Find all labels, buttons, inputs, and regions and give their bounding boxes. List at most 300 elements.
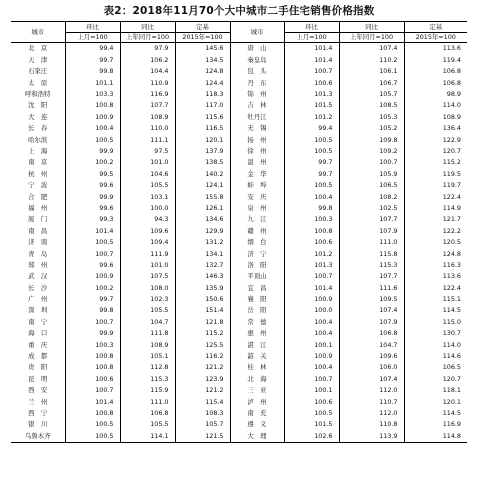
header-yoy-right: 同比 xyxy=(339,22,404,33)
cell-right-yoy: 107.7 xyxy=(339,214,404,225)
cell-left-yoy: 100.0 xyxy=(120,202,175,213)
cell-right-yoy: 109.5 xyxy=(339,294,404,305)
cell-right-mom: 100.1 xyxy=(284,339,339,350)
table-row xyxy=(11,66,467,77)
cell-left-fixed: 124.8 xyxy=(175,66,230,77)
table-row xyxy=(11,396,467,407)
cell-left-fixed: 129.9 xyxy=(175,225,230,236)
header-yoy-base-left: 上年同月=100 xyxy=(120,32,175,43)
cell-left-mom: 99.3 xyxy=(65,214,120,225)
cell-right-yoy: 106.0 xyxy=(339,362,404,373)
table-row xyxy=(11,168,467,179)
header-mom-base-left: 上月=100 xyxy=(65,32,120,43)
cell-left-yoy: 114.1 xyxy=(120,430,175,442)
cell-right-fixed: 124.8 xyxy=(404,248,467,259)
cell-right-yoy: 109.6 xyxy=(339,351,404,362)
cell-right-mom: 100.5 xyxy=(284,134,339,145)
table-row xyxy=(11,77,467,88)
cell-right-yoy: 108.5 xyxy=(339,100,404,111)
cell-right-yoy: 102.5 xyxy=(339,202,404,213)
cell-left-mom: 103.3 xyxy=(65,89,120,100)
cell-left-yoy: 111.1 xyxy=(120,134,175,145)
cell-left-fixed: 105.7 xyxy=(175,419,230,430)
table-row xyxy=(11,134,467,145)
cell-left-mom: 100.8 xyxy=(65,351,120,362)
cell-left-yoy: 107.5 xyxy=(120,271,175,282)
cell-right-city: 九 江 xyxy=(230,214,284,225)
cell-right-yoy: 111.0 xyxy=(339,237,404,248)
cell-left-fixed: 135.9 xyxy=(175,282,230,293)
cell-left-fixed: 115.6 xyxy=(175,111,230,122)
cell-left-city: 成 都 xyxy=(28,352,48,361)
cell-left-city: 南 京 xyxy=(28,158,48,167)
cell-right-mom: 100.5 xyxy=(284,408,339,419)
table-row xyxy=(11,305,467,316)
cell-right-fixed: 114.5 xyxy=(404,305,467,316)
cell-right-fixed: 115.1 xyxy=(404,294,467,305)
cell-right-fixed: 116.3 xyxy=(404,259,467,270)
table-row xyxy=(11,111,467,122)
table-row xyxy=(11,146,467,157)
cell-right-city: 襄 阳 xyxy=(230,294,284,305)
table-row xyxy=(11,419,467,430)
table-row xyxy=(11,430,467,442)
cell-left-city: 长 沙 xyxy=(28,283,48,292)
cell-right-mom: 100.4 xyxy=(284,328,339,339)
cell-right-mom: 100.4 xyxy=(284,191,339,202)
cell-left-mom: 101.4 xyxy=(65,396,120,407)
cell-left-yoy: 112.8 xyxy=(120,362,175,373)
cell-left-yoy: 116.9 xyxy=(120,89,175,100)
cell-right-yoy: 107.4 xyxy=(339,305,404,316)
cell-right-city: 牡丹江 xyxy=(230,111,284,122)
cell-left-city: 深 圳 xyxy=(28,306,48,315)
cell-right-yoy: 105.2 xyxy=(339,123,404,134)
cell-left-mom: 100.9 xyxy=(65,111,120,122)
header-fixed-base-left: 2015年=100 xyxy=(175,32,230,43)
cell-right-fixed: 120.7 xyxy=(404,146,467,157)
cell-left-fixed: 137.9 xyxy=(175,146,230,157)
cell-right-fixed: 98.9 xyxy=(404,89,467,100)
cell-left-city: 乌鲁木齐 xyxy=(11,430,65,442)
cell-left-yoy: 108.9 xyxy=(120,111,175,122)
table-row xyxy=(11,123,467,134)
cell-right-mom: 100.4 xyxy=(284,316,339,327)
header-yoy-base-right: 上年同月=100 xyxy=(339,32,404,43)
cell-left-yoy: 105.5 xyxy=(120,419,175,430)
cell-left-city: 上 海 xyxy=(28,147,48,155)
cell-left-mom: 99.5 xyxy=(65,168,120,179)
cell-right-city: 韶 关 xyxy=(230,351,284,362)
header-city-right: 城市 xyxy=(230,22,284,43)
cell-right-yoy: 106.8 xyxy=(339,328,404,339)
cell-left-mom: 100.9 xyxy=(65,271,120,282)
cell-right-yoy: 115.8 xyxy=(339,248,404,259)
table-row xyxy=(11,339,467,350)
table-row xyxy=(11,373,467,384)
cell-left-mom: 100.3 xyxy=(65,339,120,350)
cell-left-fixed: 146.3 xyxy=(175,271,230,282)
cell-right-city: 烟 台 xyxy=(230,237,284,248)
cell-right-yoy: 100.7 xyxy=(339,157,404,168)
cell-left-mom: 100.6 xyxy=(65,373,120,384)
table-row xyxy=(11,271,467,282)
cell-right-fixed: 130.7 xyxy=(404,328,467,339)
cell-left-city: 大 连 xyxy=(28,112,48,121)
cell-right-city: 金 华 xyxy=(230,168,284,179)
cell-right-city: 泸 州 xyxy=(230,396,284,407)
table-row xyxy=(11,248,467,259)
header-city-left: 城市 xyxy=(11,22,65,43)
cell-left-fixed: 125.5 xyxy=(175,339,230,350)
cell-left-city: 郑 州 xyxy=(28,260,48,269)
cell-left-city: 重 庆 xyxy=(28,340,48,349)
cell-right-mom: 100.6 xyxy=(284,237,339,248)
cell-right-city: 惠 州 xyxy=(230,328,284,339)
table-row xyxy=(11,351,467,362)
cell-left-city: 济 南 xyxy=(28,238,48,247)
table-row xyxy=(11,408,467,419)
cell-left-city: 南 宁 xyxy=(28,317,48,326)
cell-right-yoy: 107.9 xyxy=(339,225,404,236)
cell-right-mom: 101.2 xyxy=(284,111,339,122)
cell-left-mom: 100.8 xyxy=(65,362,120,373)
cell-right-city: 赣 州 xyxy=(230,225,284,236)
cell-left-city: 西 宁 xyxy=(28,408,48,417)
cell-left-mom: 100.8 xyxy=(65,408,120,419)
cell-left-city: 武 汉 xyxy=(28,272,48,281)
cell-left-city: 杭 州 xyxy=(28,169,48,178)
cell-right-mom: 101.4 xyxy=(284,282,339,293)
cell-right-fixed: 121.7 xyxy=(404,214,467,225)
cell-left-yoy: 108.9 xyxy=(120,339,175,350)
cell-left-mom: 100.7 xyxy=(65,316,120,327)
cell-left-yoy: 111.0 xyxy=(120,396,175,407)
cell-left-fixed: 118.3 xyxy=(175,89,230,100)
table-row xyxy=(11,157,467,168)
cell-left-mom: 100.4 xyxy=(65,123,120,134)
cell-right-yoy: 107.9 xyxy=(339,316,404,327)
cell-right-city: 蚌 埠 xyxy=(230,180,284,191)
table-row xyxy=(11,225,467,236)
cell-right-fixed: 116.9 xyxy=(404,419,467,430)
cell-left-mom: 100.7 xyxy=(65,248,120,259)
cell-left-yoy: 107.7 xyxy=(120,100,175,111)
cell-right-fixed: 122.4 xyxy=(404,282,467,293)
cell-right-mom: 101.3 xyxy=(284,89,339,100)
cell-left-mom: 99.7 xyxy=(65,294,120,305)
table-row xyxy=(11,237,467,248)
cell-left-yoy: 104.7 xyxy=(120,316,175,327)
table-row xyxy=(11,214,467,225)
cell-left-fixed: 121.2 xyxy=(175,385,230,396)
cell-left-city: 贵 阳 xyxy=(28,363,48,372)
table-row xyxy=(11,100,467,111)
cell-right-yoy: 113.9 xyxy=(339,430,404,442)
cell-left-yoy: 94.3 xyxy=(120,214,175,225)
table-row xyxy=(11,328,467,339)
cell-left-yoy: 103.1 xyxy=(120,191,175,202)
cell-right-city: 泉 州 xyxy=(230,202,284,213)
cell-left-yoy: 111.8 xyxy=(120,328,175,339)
cell-left-fixed: 124.1 xyxy=(175,180,230,191)
cell-right-yoy: 110.8 xyxy=(339,419,404,430)
cell-right-yoy: 111.6 xyxy=(339,282,404,293)
cell-right-mom: 100.5 xyxy=(284,146,339,157)
header-mom-left: 环比 xyxy=(65,22,120,33)
cell-right-city: 扬 州 xyxy=(230,134,284,145)
cell-left-city: 昆 明 xyxy=(28,374,48,383)
cell-left-yoy: 105.1 xyxy=(120,351,175,362)
cell-left-fixed: 134.1 xyxy=(175,248,230,259)
cell-right-mom: 100.9 xyxy=(284,351,339,362)
cell-right-fixed: 115.2 xyxy=(404,157,467,168)
cell-right-fixed: 115.0 xyxy=(404,316,467,327)
cell-right-fixed: 113.6 xyxy=(404,43,467,55)
cell-right-fixed: 120.7 xyxy=(404,373,467,384)
cell-right-mom: 100.5 xyxy=(284,180,339,191)
cell-right-fixed: 106.8 xyxy=(404,77,467,88)
cell-left-yoy: 108.0 xyxy=(120,282,175,293)
cell-right-city: 无 锡 xyxy=(230,123,284,134)
cell-right-city: 岳 阳 xyxy=(230,305,284,316)
cell-left-fixed: 120.1 xyxy=(175,134,230,145)
cell-right-fixed: 106.5 xyxy=(404,362,467,373)
cell-left-fixed: 134.5 xyxy=(175,54,230,65)
cell-left-city: 宁 波 xyxy=(28,181,48,190)
cell-right-yoy: 115.3 xyxy=(339,259,404,270)
table-row xyxy=(11,282,467,293)
cell-left-fixed: 140.2 xyxy=(175,168,230,179)
cell-right-yoy: 106.5 xyxy=(339,180,404,191)
header-yoy-left: 同比 xyxy=(120,22,175,33)
price-index-table xyxy=(11,21,467,443)
cell-right-yoy: 110.2 xyxy=(339,54,404,65)
cell-left-fixed: 131.2 xyxy=(175,237,230,248)
cell-left-yoy: 97.5 xyxy=(120,146,175,157)
cell-right-city: 包 头 xyxy=(230,66,284,77)
cell-right-mom: 99.7 xyxy=(284,168,339,179)
cell-right-fixed: 114.9 xyxy=(404,202,467,213)
cell-left-yoy: 105.5 xyxy=(120,180,175,191)
header-mom-base-right: 上月=100 xyxy=(284,32,339,43)
cell-left-mom: 100.7 xyxy=(65,385,120,396)
cell-right-fixed: 114.0 xyxy=(404,339,467,350)
cell-left-mom: 100.5 xyxy=(65,134,120,145)
cell-right-fixed: 122.4 xyxy=(404,191,467,202)
cell-right-mom: 99.7 xyxy=(284,157,339,168)
cell-left-fixed: 145.6 xyxy=(175,43,230,55)
cell-right-mom: 100.9 xyxy=(284,294,339,305)
cell-left-yoy: 102.3 xyxy=(120,294,175,305)
cell-left-mom: 101.1 xyxy=(65,77,120,88)
cell-right-mom: 102.6 xyxy=(284,430,339,442)
cell-right-fixed: 114.0 xyxy=(404,100,467,111)
table-row xyxy=(11,89,467,100)
cell-left-yoy: 115.3 xyxy=(120,373,175,384)
cell-right-city: 洛 阳 xyxy=(230,259,284,270)
cell-right-mom: 100.0 xyxy=(284,305,339,316)
cell-right-city: 宜 昌 xyxy=(230,282,284,293)
table-row xyxy=(11,191,467,202)
cell-right-city: 安 庆 xyxy=(230,191,284,202)
cell-right-yoy: 112.0 xyxy=(339,385,404,396)
cell-left-fixed: 115.4 xyxy=(175,396,230,407)
cell-right-city: 唐 山 xyxy=(230,43,284,55)
cell-right-mom: 101.5 xyxy=(284,100,339,111)
header-fixed-base-right: 2015年=100 xyxy=(404,32,467,43)
cell-right-fixed: 120.1 xyxy=(404,396,467,407)
cell-left-yoy: 106.8 xyxy=(120,408,175,419)
cell-left-city: 福 州 xyxy=(28,203,48,212)
cell-right-mom: 101.5 xyxy=(284,419,339,430)
cell-left-yoy: 109.4 xyxy=(120,237,175,248)
cell-right-mom: 100.7 xyxy=(284,373,339,384)
cell-right-fixed: 119.4 xyxy=(404,54,467,65)
cell-left-mom: 99.9 xyxy=(65,146,120,157)
cell-left-mom: 99.7 xyxy=(65,54,120,65)
cell-left-mom: 100.8 xyxy=(65,100,120,111)
cell-right-yoy: 107.7 xyxy=(339,271,404,282)
cell-right-fixed: 118.1 xyxy=(404,385,467,396)
cell-left-city: 太 原 xyxy=(28,78,48,87)
header-mom-right: 环比 xyxy=(284,22,339,33)
cell-right-mom: 100.7 xyxy=(284,66,339,77)
header-fixed-left: 定基 xyxy=(175,22,230,33)
cell-left-fixed: 116.5 xyxy=(175,123,230,134)
cell-right-yoy: 105.9 xyxy=(339,168,404,179)
table-row xyxy=(11,385,467,396)
cell-right-yoy: 106.7 xyxy=(339,77,404,88)
cell-right-fixed: 114.5 xyxy=(404,408,467,419)
cell-left-mom: 100.5 xyxy=(65,430,120,442)
cell-left-fixed: 150.6 xyxy=(175,294,230,305)
cell-left-city: 哈尔滨 xyxy=(28,135,48,144)
table-title: 表2：2018年11月70个大中城市二手住宅销售价格指数 xyxy=(103,5,375,17)
cell-left-yoy: 104.4 xyxy=(120,66,175,77)
cell-right-yoy: 112.0 xyxy=(339,408,404,419)
cell-left-mom: 99.6 xyxy=(65,259,120,270)
cell-left-mom: 99.6 xyxy=(65,180,120,191)
cell-left-fixed: 126.1 xyxy=(175,202,230,213)
cell-left-city: 天 津 xyxy=(28,55,48,64)
cell-right-fixed: 119.7 xyxy=(404,180,467,191)
cell-left-city: 广 州 xyxy=(28,295,48,304)
cell-right-mom: 100.4 xyxy=(284,362,339,373)
cell-left-fixed: 121.2 xyxy=(175,362,230,373)
cell-left-mom: 100.2 xyxy=(65,157,120,168)
cell-left-fixed: 155.8 xyxy=(175,191,230,202)
cell-left-city: 兰 州 xyxy=(28,397,48,406)
cell-right-yoy: 108.2 xyxy=(339,191,404,202)
cell-left-yoy: 104.6 xyxy=(120,168,175,179)
cell-right-mom: 100.8 xyxy=(284,225,339,236)
cell-right-fixed: 120.5 xyxy=(404,237,467,248)
cell-right-city: 常 德 xyxy=(230,316,284,327)
cell-right-city: 桂 林 xyxy=(230,362,284,373)
cell-right-city: 大 理 xyxy=(230,430,284,442)
cell-left-mom: 99.9 xyxy=(65,191,120,202)
cell-left-city: 西 安 xyxy=(28,386,48,395)
cell-right-mom: 100.6 xyxy=(284,77,339,88)
cell-left-mom: 99.8 xyxy=(65,305,120,316)
cell-left-fixed: 138.5 xyxy=(175,157,230,168)
table-row xyxy=(11,259,467,270)
table-row xyxy=(11,180,467,191)
table-row xyxy=(11,362,467,373)
cell-right-city: 徐 州 xyxy=(230,146,284,157)
cell-left-fixed: 123.9 xyxy=(175,373,230,384)
cell-left-fixed: 117.0 xyxy=(175,100,230,111)
cell-right-mom: 99.4 xyxy=(284,123,339,134)
cell-left-fixed: 121.5 xyxy=(175,430,230,442)
cell-left-city: 沈 阳 xyxy=(28,101,48,110)
cell-right-city: 南 充 xyxy=(230,408,284,419)
cell-right-fixed: 114.6 xyxy=(404,351,467,362)
cell-right-fixed: 108.9 xyxy=(404,111,467,122)
cell-left-yoy: 115.9 xyxy=(120,385,175,396)
cell-left-yoy: 97.9 xyxy=(120,43,175,55)
cell-right-mom: 100.6 xyxy=(284,396,339,407)
cell-right-city: 遵 义 xyxy=(230,419,284,430)
cell-left-fixed: 134.6 xyxy=(175,214,230,225)
cell-right-city: 三 亚 xyxy=(230,385,284,396)
cell-right-mom: 100.3 xyxy=(284,214,339,225)
cell-right-mom: 101.2 xyxy=(284,248,339,259)
cell-left-fixed: 115.2 xyxy=(175,328,230,339)
cell-right-fixed: 114.8 xyxy=(404,430,467,442)
cell-left-mom: 99.9 xyxy=(65,328,120,339)
cell-right-mom: 100.7 xyxy=(284,271,339,282)
cell-left-yoy: 110.9 xyxy=(120,77,175,88)
cell-right-fixed: 122.9 xyxy=(404,134,467,145)
cell-right-fixed: 136.4 xyxy=(404,123,467,134)
table-row xyxy=(11,43,467,55)
cell-left-yoy: 101.0 xyxy=(120,157,175,168)
cell-left-yoy: 110.0 xyxy=(120,123,175,134)
cell-right-yoy: 106.1 xyxy=(339,66,404,77)
cell-left-mom: 101.4 xyxy=(65,225,120,236)
cell-right-mom: 99.8 xyxy=(284,202,339,213)
cell-left-city: 呼和浩特 xyxy=(24,90,51,99)
header-fixed-right: 定基 xyxy=(404,22,467,33)
cell-left-yoy: 106.2 xyxy=(120,54,175,65)
cell-right-city: 北 海 xyxy=(230,373,284,384)
cell-right-city: 济 宁 xyxy=(230,248,284,259)
cell-left-mom: 99.4 xyxy=(65,43,120,55)
table-header xyxy=(11,22,467,43)
cell-left-city: 海 口 xyxy=(28,329,48,338)
cell-right-mom: 100.1 xyxy=(284,385,339,396)
cell-left-mom: 99.8 xyxy=(65,66,120,77)
cell-left-city: 合 肥 xyxy=(28,192,48,201)
cell-left-mom: 100.2 xyxy=(65,282,120,293)
table-body xyxy=(11,43,467,443)
cell-right-fixed: 119.5 xyxy=(404,168,467,179)
table-row xyxy=(11,54,467,65)
cell-right-mom: 101.4 xyxy=(284,43,339,55)
cell-left-city: 银 川 xyxy=(28,420,48,429)
cell-right-city: 平顶山 xyxy=(230,271,284,282)
cell-right-fixed: 122.2 xyxy=(404,225,467,236)
cell-left-city: 北 京 xyxy=(28,44,48,53)
cell-left-yoy: 105.5 xyxy=(120,305,175,316)
cell-right-mom: 101.3 xyxy=(284,259,339,270)
cell-left-fixed: 108.3 xyxy=(175,408,230,419)
cell-left-mom: 99.6 xyxy=(65,202,120,213)
cell-right-city: 秦皇岛 xyxy=(230,54,284,65)
table-row xyxy=(11,294,467,305)
